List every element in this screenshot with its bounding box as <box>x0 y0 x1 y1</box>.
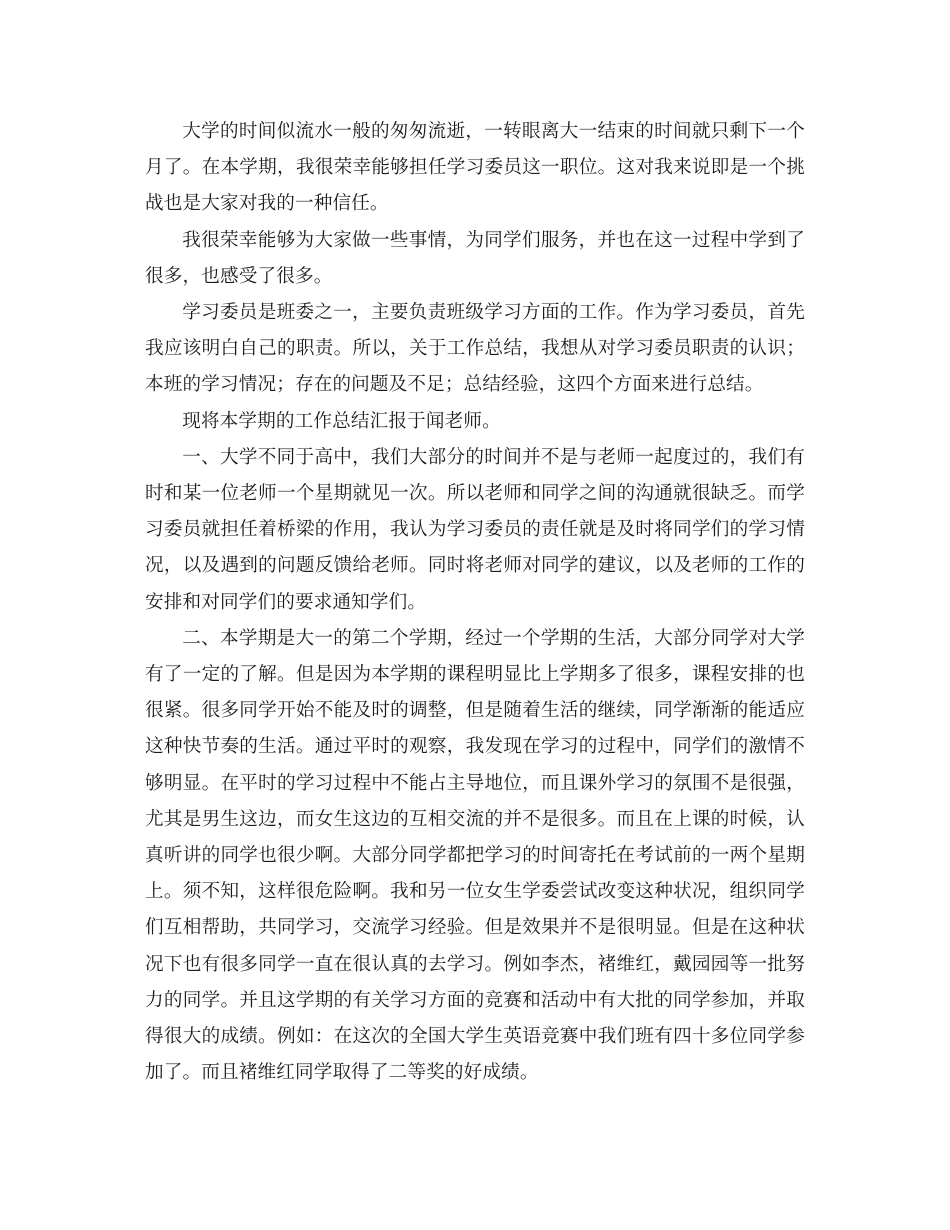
paragraph-intro: 大学的时间似流水一般的匆匆流逝，一转眼离大一结束的时间就只剩下一个月了。在本学期，我很荣幸能够担任学习委员这一职位。这对我来说即是一个挑战也是大家对我的一种信任。 <box>145 121 805 215</box>
document-body <box>145 114 805 1091</box>
paragraph-honor: 我很荣幸能够为大家做一些事情，为同学们服务，并也在这一过程中学到了很多，也感受了很多。 <box>145 229 805 287</box>
paragraph-section-two: 二、本学期是大一的第二个学期，经过一个学期的生活，大部分同学对大学有了一定的了解。但是因为本学期的课程明显比上学期多了很多，课程安排的也很紧。很多同学开始不能及时的调整，但是随着生活的继续，同学渐渐的能适应这种快节奏的生活。通过平时的观察，我发现在学习的过程中，同学们的激情不够明显。在平时的学习过程中不能占主导地位，而且课外学习的氛围不是很强，尤其是男生这边，而女生这边的互相交流的并不是很多。而且在上课的时候，认真听讲的同学也很少啊。大部分同学都把学习的时间寄托在考试前的一两个星期上。须不知，这样很危险啊。我和另一位女生学委尝试改变这种状况，组织同学们互相帮助，共同学习，交流学习经验。但是效果并不是很明显。但是在这种状况下也有很多同学一直在很认真的去学习。例如李杰，褚维红，戴园园等一批努力的同学。并且这学期的有关学习方面的竞赛和活动中有大批的同学参加，并取得很大的成绩。例如：在这次的全国大学生英语竞赛中我们班有四十多位同学参加了。而且褚维红同学取得了二等奖的好成绩。 <box>145 627 805 1084</box>
paragraph-section-one: 一、大学不同于高中，我们大部分的时间并不是与老师一起度过的，我们有时和某一位老师一个星期就见一次。所以老师和同学之间的沟通就很缺乏。而学习委员就担任着桥梁的作用，我认为学习委员的责任就是及时将同学们的学习情况，以及遇到的问题反馈给老师。同时将老师对同学的建议，以及老师的工作的安排和对同学们的要求通知学们。 <box>145 446 805 613</box>
paragraph-duties: 学习委员是班委之一，主要负责班级学习方面的工作。作为学习委员，首先我应该明白自己的职责。所以，关于工作总结，我想从对学习委员职责的认识；本班的学习情况；存在的问题及不足；总结经验，这四个方面来进行总结。 <box>145 302 805 396</box>
paragraph-report: 现将本学期的工作总结汇报于闻老师。 <box>182 410 501 432</box>
